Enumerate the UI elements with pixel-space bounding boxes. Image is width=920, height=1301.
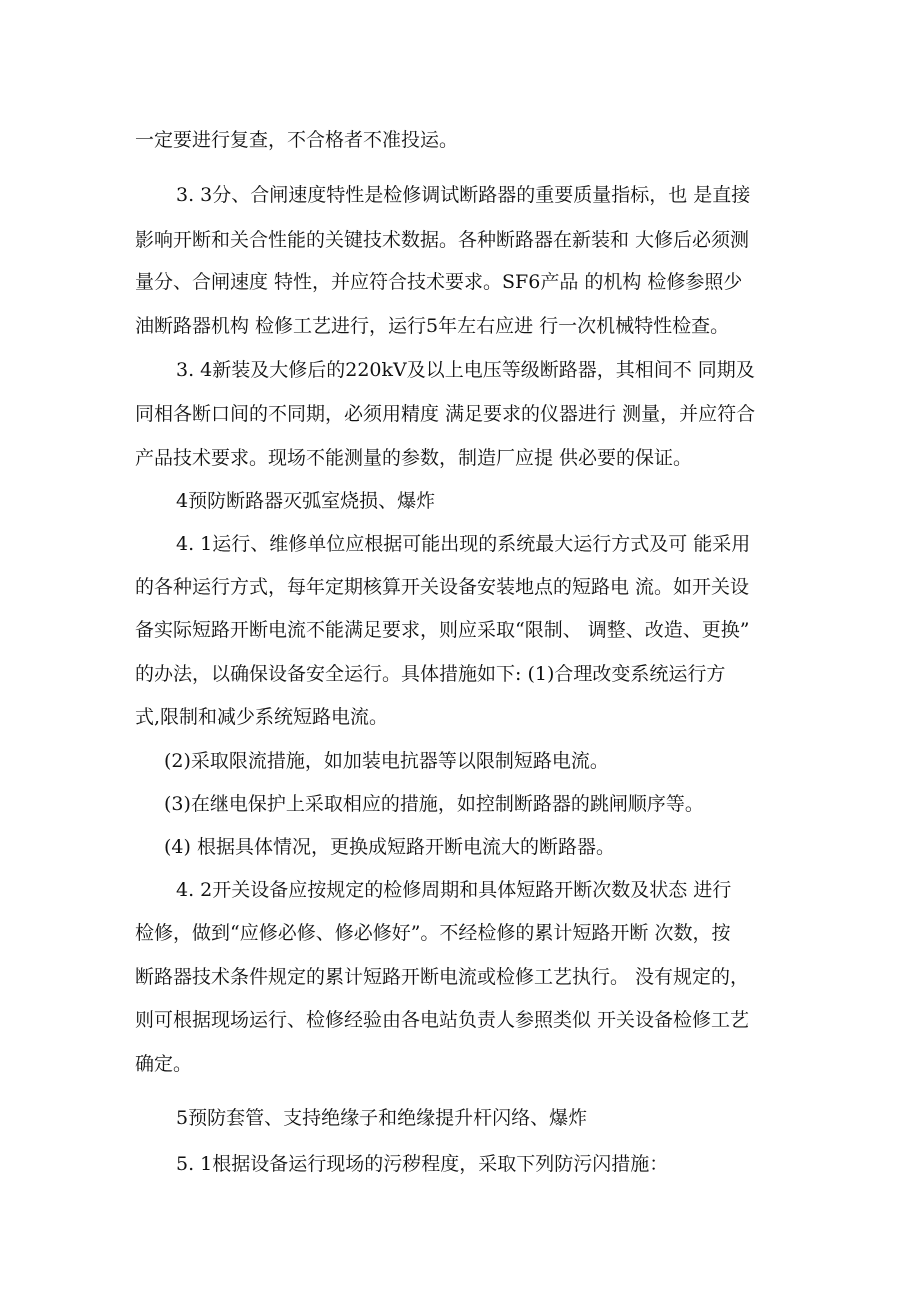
list-item: (3)在继电保护上采取相应的措施，如控制断路器的跳闸顺序等。 xyxy=(164,793,704,815)
section-heading: 5预防套管、支持绝缘子和绝缘提升杆闪络、爆炸 xyxy=(176,1107,588,1129)
text-line: 5. 1根据设备运行现场的污秽程度，采取下列防污闪措施： xyxy=(176,1153,669,1175)
text-line: 的各种运行方式，每年定期核算开关设备安装地点的短路电 流。如开关设 xyxy=(135,576,750,598)
list-item: (4) 根据具体情况，更换成短路开断电流大的断路器。 xyxy=(164,836,615,858)
text-line: 油断路器机构 检修工艺进行，运行5年左右应进 行一次机械特性检查。 xyxy=(135,315,730,337)
list-item: (2)采取限流措施，如加装电抗器等以限制短路电流。 xyxy=(164,750,609,772)
text-line: 备实际短路开断电流不能满足要求，则应采取“限制、 调整、改造、更换” xyxy=(135,619,750,641)
text-line: 4. 2开关设备应按规定的检修周期和具体短路开断次数及状态 进行 xyxy=(176,879,732,901)
text-line: 断路器技术条件规定的累计短路开断电流或检修工艺执行。 没有规定的， xyxy=(135,966,750,988)
text-line: 4. 1运行、维修单位应根据可能出现的系统最大运行方式及可 能采用 xyxy=(176,533,751,555)
text-line: 一定要进行复查，不合格者不准投运。 xyxy=(135,129,459,151)
text-line: 式,限制和减少系统短路电流。 xyxy=(135,706,389,728)
text-line: 的办法，以确保设备安全运行。具体措施如下: (1)合理改变系统运行方 xyxy=(135,663,726,685)
text-line: 同相各断口间的不同期，必须用精度 满足要求的仪器进行 测量，并应符合 xyxy=(135,403,756,425)
text-line: 检修，做到“应修必修、修必修好”。不经检修的累计短路开断 次数，按 xyxy=(135,922,731,944)
text-line: 3. 3分、合闸速度特性是检修调试断路器的重要质量指标，也 是直接 xyxy=(176,184,751,206)
text-line: 确定。 xyxy=(135,1053,193,1075)
text-line: 则可根据现场运行、检修经验由各电站负责人参照类似 开关设备检修工艺 xyxy=(135,1009,750,1031)
section-heading: 4预防断路器灭弧室烧损、爆炸 xyxy=(176,490,436,512)
text-line: 量分、合闸速度 特性，并应符合技术要求。SF6产品 的机构 检修参照少 xyxy=(135,271,743,293)
text-line: 产品技术要求。现场不能测量的参数，制造厂应提 供必要的保证。 xyxy=(135,447,693,469)
text-line: 3. 4新装及大修后的220kV及以上电压等级断路器，其相间不 同期及 xyxy=(176,359,755,381)
text-line: 影响开断和关合性能的关键技术数据。各种断路器在新装和 大修后必须测 xyxy=(135,229,750,251)
